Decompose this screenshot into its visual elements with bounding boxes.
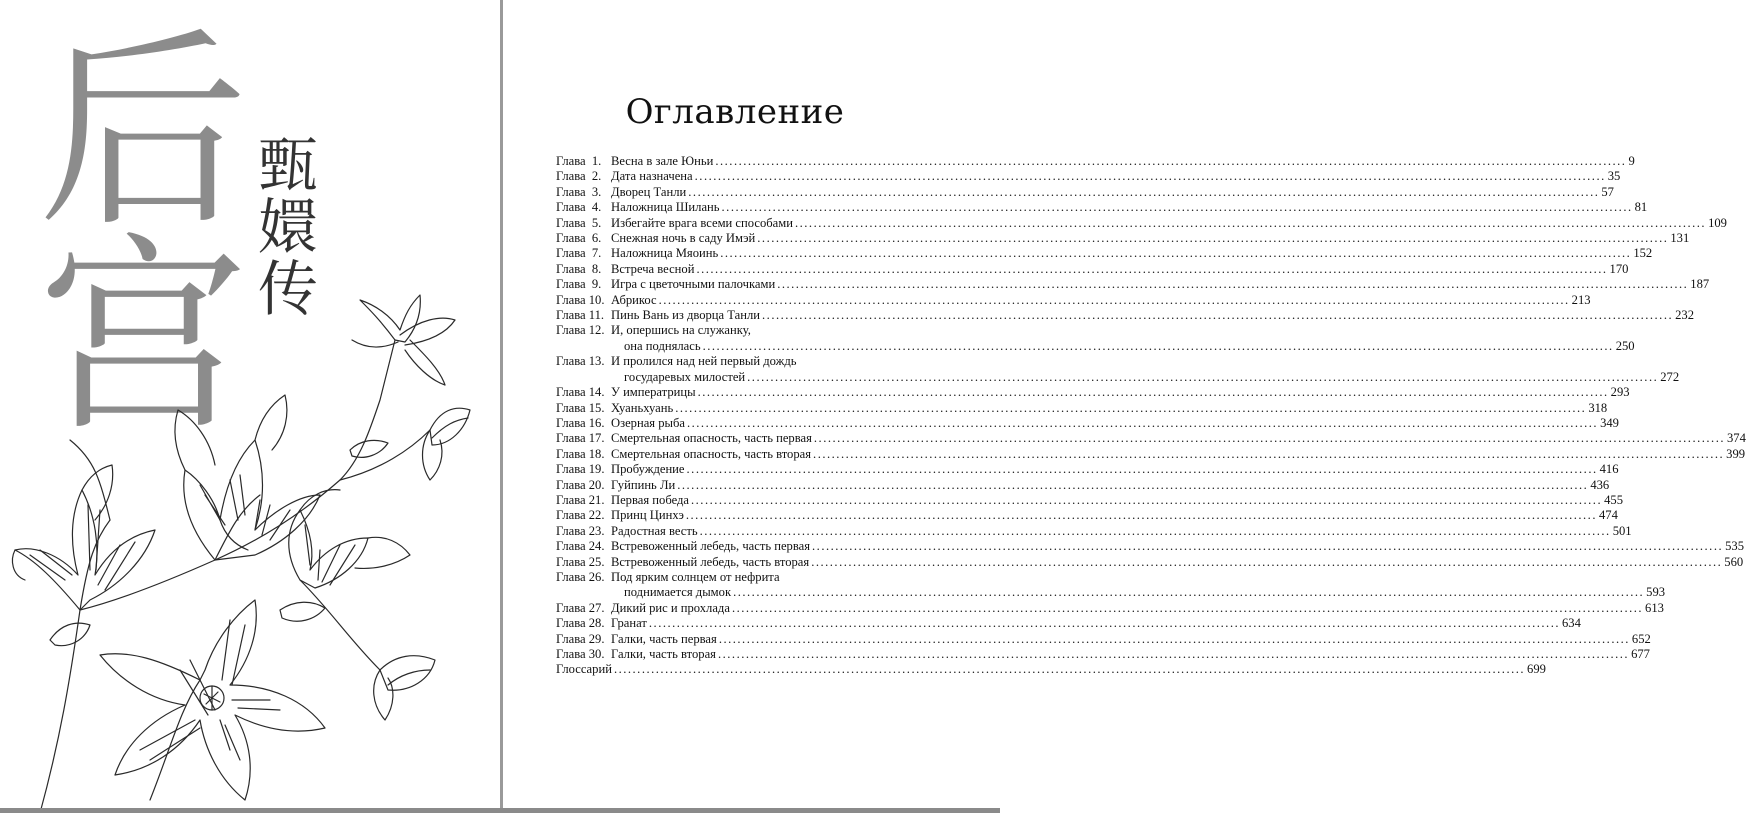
chapter-word: Глава	[556, 200, 586, 215]
vertical-title-char-3: 传	[258, 255, 318, 325]
chapter-page: 318	[1588, 400, 1608, 415]
chapter-title: Принц Цинхэ	[611, 508, 684, 523]
chapter-page: 35	[1607, 169, 1621, 184]
chapter-title: Галки, часть первая	[611, 631, 717, 646]
big-chinese-char-2: 宫	[38, 214, 249, 459]
chapter-number: 4.	[591, 200, 602, 215]
chapter-word: Глава	[556, 323, 586, 338]
chapter-number: 24.	[588, 539, 605, 554]
chapter-title: Встревоженный лебедь, часть первая	[611, 539, 811, 554]
chapter-word: Глава	[556, 308, 586, 323]
toc-entry	[556, 261, 1629, 277]
toc-entry	[556, 277, 1710, 292]
toc-entry	[556, 446, 1746, 462]
chapter-word: Глава	[556, 231, 586, 246]
chapter-page: 399	[1726, 446, 1746, 461]
chapter-number: 9.	[591, 277, 602, 292]
chapter-title: Абрикос	[611, 292, 657, 307]
toc-entry	[556, 415, 1619, 431]
toc-entry	[556, 539, 1744, 554]
chapter-number: 17.	[588, 431, 605, 446]
chapter-word: Глава	[556, 385, 586, 400]
toc-entry	[556, 154, 1635, 169]
chapter-page: 109	[1708, 215, 1727, 230]
chapter-page: 677	[1631, 647, 1650, 661]
chapter-title: Радостная весть	[611, 523, 698, 538]
left-page-cover-art	[0, 0, 500, 813]
chapter-title: Избегайте врага всеми способами	[611, 215, 793, 230]
chapter-word: Глава	[556, 600, 586, 615]
vertical-title-char-2: 嬛	[258, 193, 318, 263]
chapter-page: 232	[1675, 308, 1695, 323]
toc-entry	[556, 200, 1648, 215]
chapter-number: 18.	[588, 446, 605, 461]
toc-glossary-entry	[556, 662, 1546, 677]
chapter-number: 28.	[588, 616, 605, 631]
chapter-word: Глава	[556, 292, 586, 307]
toc-entry	[556, 554, 1744, 570]
toc-entry	[556, 308, 1695, 323]
magnolia-illustration	[0, 280, 500, 813]
chapter-title: Пинь Вань из дворца Танли	[611, 308, 761, 323]
toc-entry	[556, 616, 1581, 631]
toc-entry	[556, 508, 1618, 523]
toc-entry	[556, 292, 1591, 308]
chapter-page: 535	[1725, 539, 1744, 554]
chapter-page: 57	[1601, 184, 1614, 199]
chapter-word: Глава	[556, 415, 586, 430]
chapter-word: Глава	[556, 277, 586, 292]
chapter-word: Глава	[556, 169, 586, 184]
chapter-number: 2.	[591, 169, 602, 184]
chapter-number: 22.	[588, 508, 605, 523]
chapter-number: 27.	[588, 600, 605, 615]
toc-entry	[556, 385, 1630, 400]
toc-entry	[556, 431, 1746, 446]
chapter-title: Наложница Мяоинь	[611, 246, 719, 261]
chapter-title: Дворец Танли	[611, 184, 687, 199]
chapter-word: Глава	[556, 554, 586, 569]
chapter-number: 19.	[588, 462, 605, 477]
chapter-title: Встревоженный лебедь, часть вторая	[611, 554, 810, 569]
chapter-number: 8.	[591, 261, 602, 276]
chapter-number: 20.	[588, 477, 605, 492]
chapter-number: 6.	[591, 231, 602, 246]
chapter-page: 560	[1724, 554, 1744, 569]
chapter-word: Глава	[556, 539, 586, 554]
chapter-title: Первая победа	[611, 492, 689, 507]
chapter-page: 131	[1670, 231, 1690, 246]
chapter-page: 455	[1604, 492, 1623, 507]
chapter-title: Гранат	[611, 616, 647, 631]
chapter-title: И пролился над ней первый дождь	[611, 354, 797, 369]
toc-entry	[556, 169, 1621, 184]
glossary-title: Глоссарий	[556, 662, 612, 677]
chapter-title: Дата назначена	[611, 169, 693, 184]
chapter-word: Глава	[556, 400, 586, 415]
chapter-page: 474	[1598, 508, 1618, 523]
chapter-word: Глава	[556, 184, 586, 199]
chapter-number: 30.	[588, 647, 605, 661]
toc-title: Оглавление	[625, 92, 845, 132]
bottom-edge	[0, 808, 1000, 813]
chapter-word: Глава	[556, 647, 586, 661]
toc-chapter-label	[556, 154, 611, 169]
chapter-title: Пробуждение	[611, 462, 685, 477]
chapter-number: 16.	[588, 415, 605, 430]
chapter-title: Наложница Шилань	[611, 200, 720, 215]
chapter-page: 436	[1590, 477, 1610, 492]
chapter-page: 187	[1690, 277, 1710, 292]
chapter-page: 634	[1561, 616, 1581, 631]
chapter-number: 3.	[591, 184, 602, 199]
chapter-title: Смертельная опасность, часть первая	[611, 431, 812, 446]
chapter-title: Встреча весной	[611, 261, 695, 276]
chapter-word: Глава	[556, 154, 586, 168]
chapter-page: 374	[1726, 431, 1746, 446]
chapter-number: 5.	[591, 215, 602, 230]
chapter-page: 349	[1600, 415, 1619, 430]
chapter-title: Смертельная опасность, часть вторая	[611, 446, 812, 461]
chapter-page: 613	[1645, 600, 1664, 615]
chapter-number: 1.	[591, 154, 602, 168]
chapter-page: 416	[1599, 462, 1619, 477]
chapter-page: 501	[1612, 523, 1632, 538]
chapter-number: 12.	[588, 323, 605, 338]
chapter-title: Весна в зале Юньи	[611, 154, 714, 168]
toc-entry	[556, 231, 1690, 246]
toc-entry	[556, 492, 1623, 508]
glossary-page: 699	[1527, 662, 1546, 677]
chapter-number: 23.	[588, 523, 605, 538]
toc-entry	[556, 600, 1664, 616]
chapter-word: Глава	[556, 523, 586, 538]
chapter-word: Глава	[556, 508, 586, 523]
chapter-word: Глава	[556, 462, 586, 477]
chapter-number: 21.	[588, 492, 605, 507]
toc-entry	[556, 246, 1653, 261]
toc-entry	[556, 354, 1680, 385]
toc-entry	[556, 215, 1727, 231]
chapter-page: 213	[1571, 292, 1591, 307]
chapter-page: 9	[1628, 154, 1635, 168]
toc-entry	[556, 184, 1614, 200]
chapter-title: Под ярким солнцем от нефрита	[611, 569, 780, 584]
chapter-word: Глава	[556, 631, 586, 646]
chapter-title-continued: поднимается дымок	[624, 585, 732, 600]
toc-entry	[556, 647, 1650, 662]
chapter-word: Глава	[556, 492, 586, 507]
chapter-number: 7.	[591, 246, 602, 261]
chapter-title: И, опершись на служанку,	[611, 323, 751, 338]
chapter-number: 11.	[588, 308, 605, 323]
chapter-title: Игра с цветочными палочками	[611, 277, 776, 292]
chapter-title: Дикий рис и прохлада	[611, 600, 730, 615]
toc-entry	[556, 523, 1632, 539]
big-chinese-char-1: 后	[38, 10, 249, 255]
chapter-word: Глава	[556, 616, 586, 631]
chapter-page: 593	[1646, 585, 1666, 600]
chapter-number: 26.	[588, 569, 605, 584]
chapter-page: 170	[1609, 261, 1629, 276]
vertical-title-char-1: 甄	[258, 131, 318, 201]
toc-entry	[556, 462, 1619, 477]
chapter-page: 272	[1660, 369, 1680, 384]
chapter-number: 29.	[588, 631, 605, 646]
chapter-title: Гуйпинь Ли	[611, 477, 676, 492]
chapter-page: 152	[1633, 246, 1653, 261]
toc-entry	[556, 569, 1666, 601]
chapter-word: Глава	[556, 431, 586, 446]
chapter-word: Глава	[556, 215, 586, 230]
toc-entry	[556, 631, 1651, 647]
toc-entry	[556, 400, 1608, 416]
table-of-contents	[556, 154, 1746, 678]
toc-entry	[556, 477, 1610, 493]
chapter-title-continued: государевых милостей	[624, 369, 746, 384]
toc-entry	[556, 323, 1635, 354]
chapter-word: Глава	[556, 246, 586, 261]
chapter-word: Глава	[556, 261, 586, 276]
chapter-title: Хуаньхуань	[611, 400, 674, 415]
chapter-page: 250	[1615, 338, 1635, 353]
chapter-title-continued: она поднялась	[624, 338, 701, 353]
chapter-number: 15.	[588, 400, 605, 415]
chapter-title: У императрицы	[611, 385, 696, 400]
chapter-page: 81	[1634, 200, 1648, 215]
chapter-word: Глава	[556, 569, 586, 584]
chapter-page: 652	[1631, 631, 1651, 646]
chapter-title: Озерная рыба	[611, 415, 685, 430]
chapter-number: 10.	[588, 292, 605, 307]
chapter-number: 14.	[588, 385, 605, 400]
chapter-page: 293	[1610, 385, 1630, 400]
chapter-word: Глава	[556, 354, 586, 369]
chapter-word: Глава	[556, 446, 586, 461]
chapter-number: 25.	[588, 554, 605, 569]
chapter-title: Галки, часть вторая	[611, 647, 716, 661]
chapter-number: 13.	[588, 354, 605, 369]
chapter-word: Глава	[556, 477, 586, 492]
chapter-title: Снежная ночь в саду Имэй	[611, 231, 756, 246]
